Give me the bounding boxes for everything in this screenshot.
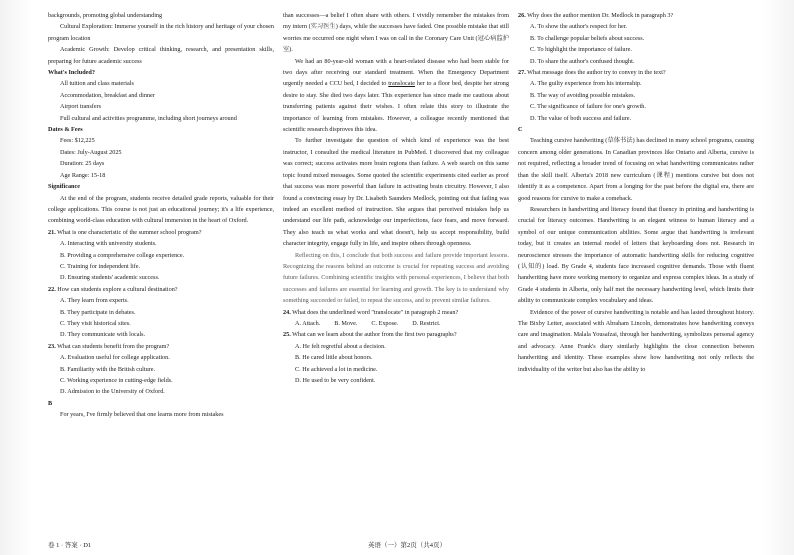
- option: B. Familiarity with the British culture.: [60, 365, 156, 373]
- option: C. Expose.: [371, 319, 399, 327]
- passage-c-paragraph-3: Evidence of the power of cursive handwriting is notable and has lasted throughout history. The Bixby Letter, associated with Abraham Lincoln, demonstrates how handwriting conveys care and imagination. Malala Yousafzai, through her handwriting, symbolizes personal agency and advocacy. Anne Frank's diary similarly highlights the close connection between handwriting and identity. These examples show how handwriting not only reflects the individuality of the writer but also has the ability to: [518, 308, 754, 373]
- bullet-cultural: Cultural Exploration: Immerse yourself in the rich history and heritage of your chosen program location: [48, 23, 274, 42]
- option: D. Restrict.: [412, 319, 441, 327]
- heading-included: What's Included?: [48, 69, 95, 77]
- passage-b-paragraph-2: We had an 80-year-old woman with a heart-related disease who had been stable for two days after receiving our standard treatment. When the Emergency Department urgently needed a CCU bed, I decided to translocate her to a floor bed, despite her strong desire to stay. She died two days later. This experience has since made me cautious about transferring patients against their wishes. I often relate this story to illustrate the importance of learning from mistakes. However, a colleague recently mentioned that scientific research disproves this idea.: [283, 57, 509, 134]
- question-number: 22.: [48, 285, 56, 293]
- option: C. To highlight the importance of failure.: [530, 46, 632, 54]
- option: C. Training for independent life.: [60, 262, 141, 270]
- question-27: 27. What message does the author try to convey in the text?: [518, 69, 666, 77]
- option: A. He felt regretful about a decision.: [295, 342, 386, 350]
- option: B. The way of avoiding possible mistakes.: [530, 91, 636, 99]
- footer-page-number: 英语（一）第2页（共4页）: [368, 542, 446, 549]
- option: B. To challenge popular beliefs about success.: [530, 34, 645, 42]
- footer-left: 卷 1 · 答案 · D1: [48, 542, 92, 549]
- included-item: Full cultural and activities programme, including short journeys around: [60, 114, 237, 122]
- section-b-heading: B: [48, 399, 53, 407]
- question-25: 25. What can we learn about the author from the first two paragraphs?: [283, 331, 457, 339]
- intro-tail: backgrounds, promoting global understanding: [48, 12, 163, 19]
- section-c-heading: C: [518, 126, 523, 134]
- option: B. Providing a comprehensive college experience.: [60, 251, 185, 259]
- duration: Duration: 25 days: [60, 160, 105, 168]
- passage-c-paragraph-1: Teaching cursive handwriting (草体书法) has declined in many school programs, causing concern among older generations. In Canadian provinces like Ontario and Alberta, cursive is not required, reflecting a broader trend of focusing on what handwriting communicates rather than the skill itself. Alberta's 2018 new curriculum (课程) mentions cursive but does not identify it as a competence. Apart from a longing for the past before the digital era, there are good reasons for cursive to make a comeback.: [518, 137, 754, 202]
- option: D. Admission to the University of Oxford.: [60, 388, 165, 396]
- option: C. They visit historical sites.: [60, 319, 131, 327]
- passage-b-start: For years, I've firmly believed that one learns more from mistakes: [60, 411, 224, 419]
- option: A. The guilty experience from his internship.: [530, 80, 642, 88]
- option: C. Working experience in cutting-edge fields.: [60, 377, 173, 384]
- column-middle: [283, 10, 509, 386]
- options-row-24: [283, 318, 509, 329]
- option: C. He achieved a lot in medicine.: [295, 365, 378, 373]
- passage-b-paragraph-3: To further investigate the question of which kind of experience was the best instructor, I consulted the medical literature in PubMed. I discovered that my colleague was correct; success activates more brain regions than failure. A web search on this same topic found mixed messages. Some quoted the scientific experiments cited earlier as proof that success was more powerful than failure in activating brain circuitry. However, I also found a convincing essay by Dr. Lisabeth Saunders Medlock, pointing out that failing was indeed an excellent method of instruction. She argues that perceived mistakes help us understand our life path, acknowledge our imperfections, face fears, and move forward. They also teach us what works and what doesn't, help us accept responsibility, build character integrity, engage fully in life, and inspire others through openness.: [283, 137, 509, 248]
- option: C. The significance of failure for one's growth.: [530, 103, 646, 111]
- question-number: 24.: [283, 308, 291, 316]
- included-item: Accommodation, breakfast and dinner: [60, 91, 155, 99]
- passage-b-paragraph-4: Reflecting on this, I conclude that both success and failure provide important lessons. Recognizing the reasons behind an outcome is crucial for repeating success and avoiding future failures. Combining scientific insights with personal experiences, I believe that both successes and failures are essential for learning and growth. The key is to understand why something succeeded or failed, to repeat the success, and to prevent similar failures.: [283, 251, 509, 305]
- question-number: 23.: [48, 342, 56, 350]
- option: A. Interacting with university students.: [60, 240, 157, 248]
- question-24: 24. What does the underlined word "translocate" in paragraph 2 mean?: [283, 308, 459, 316]
- dates: Dates: July-August 2025: [60, 148, 122, 156]
- heading-dates-fees: Dates & Fees: [48, 126, 83, 134]
- age-range: Age Range: 15-18: [60, 171, 106, 179]
- option: A. Attach.: [295, 319, 321, 327]
- heading-significance: Significance: [48, 183, 80, 191]
- significance-text: At the end of the program, students receive detailed grade reports, valuable for their college applications. This course is not just an educational journey; it's a life experience, combining world-class education with cultural immersion in the heart of Oxford.: [48, 194, 274, 225]
- question-26: 26. Why does the author mention Dr. Medlock in paragraph 3?: [518, 12, 674, 19]
- column-left: [48, 10, 274, 421]
- option: D. They communicate with locals.: [60, 331, 146, 339]
- option: B. He cared little about honors.: [295, 354, 373, 362]
- included-item: Airport transfers: [60, 103, 102, 111]
- column-right: [518, 10, 754, 375]
- option: D. He used to be very confident.: [295, 377, 376, 384]
- option: B. They participate in debates.: [60, 308, 136, 316]
- option: A. Evaluation useful for college application.: [60, 354, 170, 362]
- option: D. To share the author's confused thought.: [530, 57, 635, 65]
- included-item: All tuition and class materials: [60, 80, 134, 88]
- option: B. Move.: [334, 319, 358, 327]
- passage-c-paragraph-2: Researchers in handwriting and literacy found that fluency in printing and handwriting is crucial for literacy outcomes. Handwriting is an elegant witness to human literacy and a symbol of our unique communication abilities. Some argue that handwriting is irrelevant today, but it creates an internal model of letters that keyboarding does not. Research in neuroscience stresses the importance of automatic handwriting skills for reducing cognitive (认知的) load. By Grade 4, students face increased cognitive demands. Those with fluent handwriting have more working memory to organize and express complex ideas. In a study of Grade 4 students in Alberta, only half met the necessary handwriting level, which limits their ability to communicate complex vocabulary and ideas.: [518, 205, 754, 305]
- bullet-academic: Academic Growth: Develop critical thinking, research, and presentation skills, preparing for future academic success: [48, 46, 274, 65]
- underlined-word: translocate: [388, 80, 416, 88]
- question-number: 27.: [518, 69, 526, 77]
- option: D. Ensuring students' academic success.: [60, 274, 160, 282]
- question-number: 21.: [48, 228, 56, 236]
- question-22: 22. How can students explore a cultural destination?: [48, 285, 178, 293]
- option: A. To show the author's respect for her.: [530, 23, 627, 31]
- question-number: 25.: [283, 331, 291, 339]
- question-number: 26.: [518, 12, 526, 19]
- question-21: 21. What is one characteristic of the summer school program?: [48, 228, 202, 236]
- question-23: 23. What can students benefit from the program?: [48, 342, 170, 350]
- option: D. The value of both success and failure.: [530, 114, 632, 122]
- passage-b-paragraph-1: than successes—a belief I often share with others. I vividly remember the mistakes from my intern (实习医生) days, while the successes have faded. One possible mistake that still worries me occurred one night when I was on call in the Coronary Care Unit (冠心病监护室).: [283, 12, 509, 54]
- fees: Fees: $12,225: [60, 137, 95, 145]
- option: A. They learn from experts.: [60, 297, 129, 305]
